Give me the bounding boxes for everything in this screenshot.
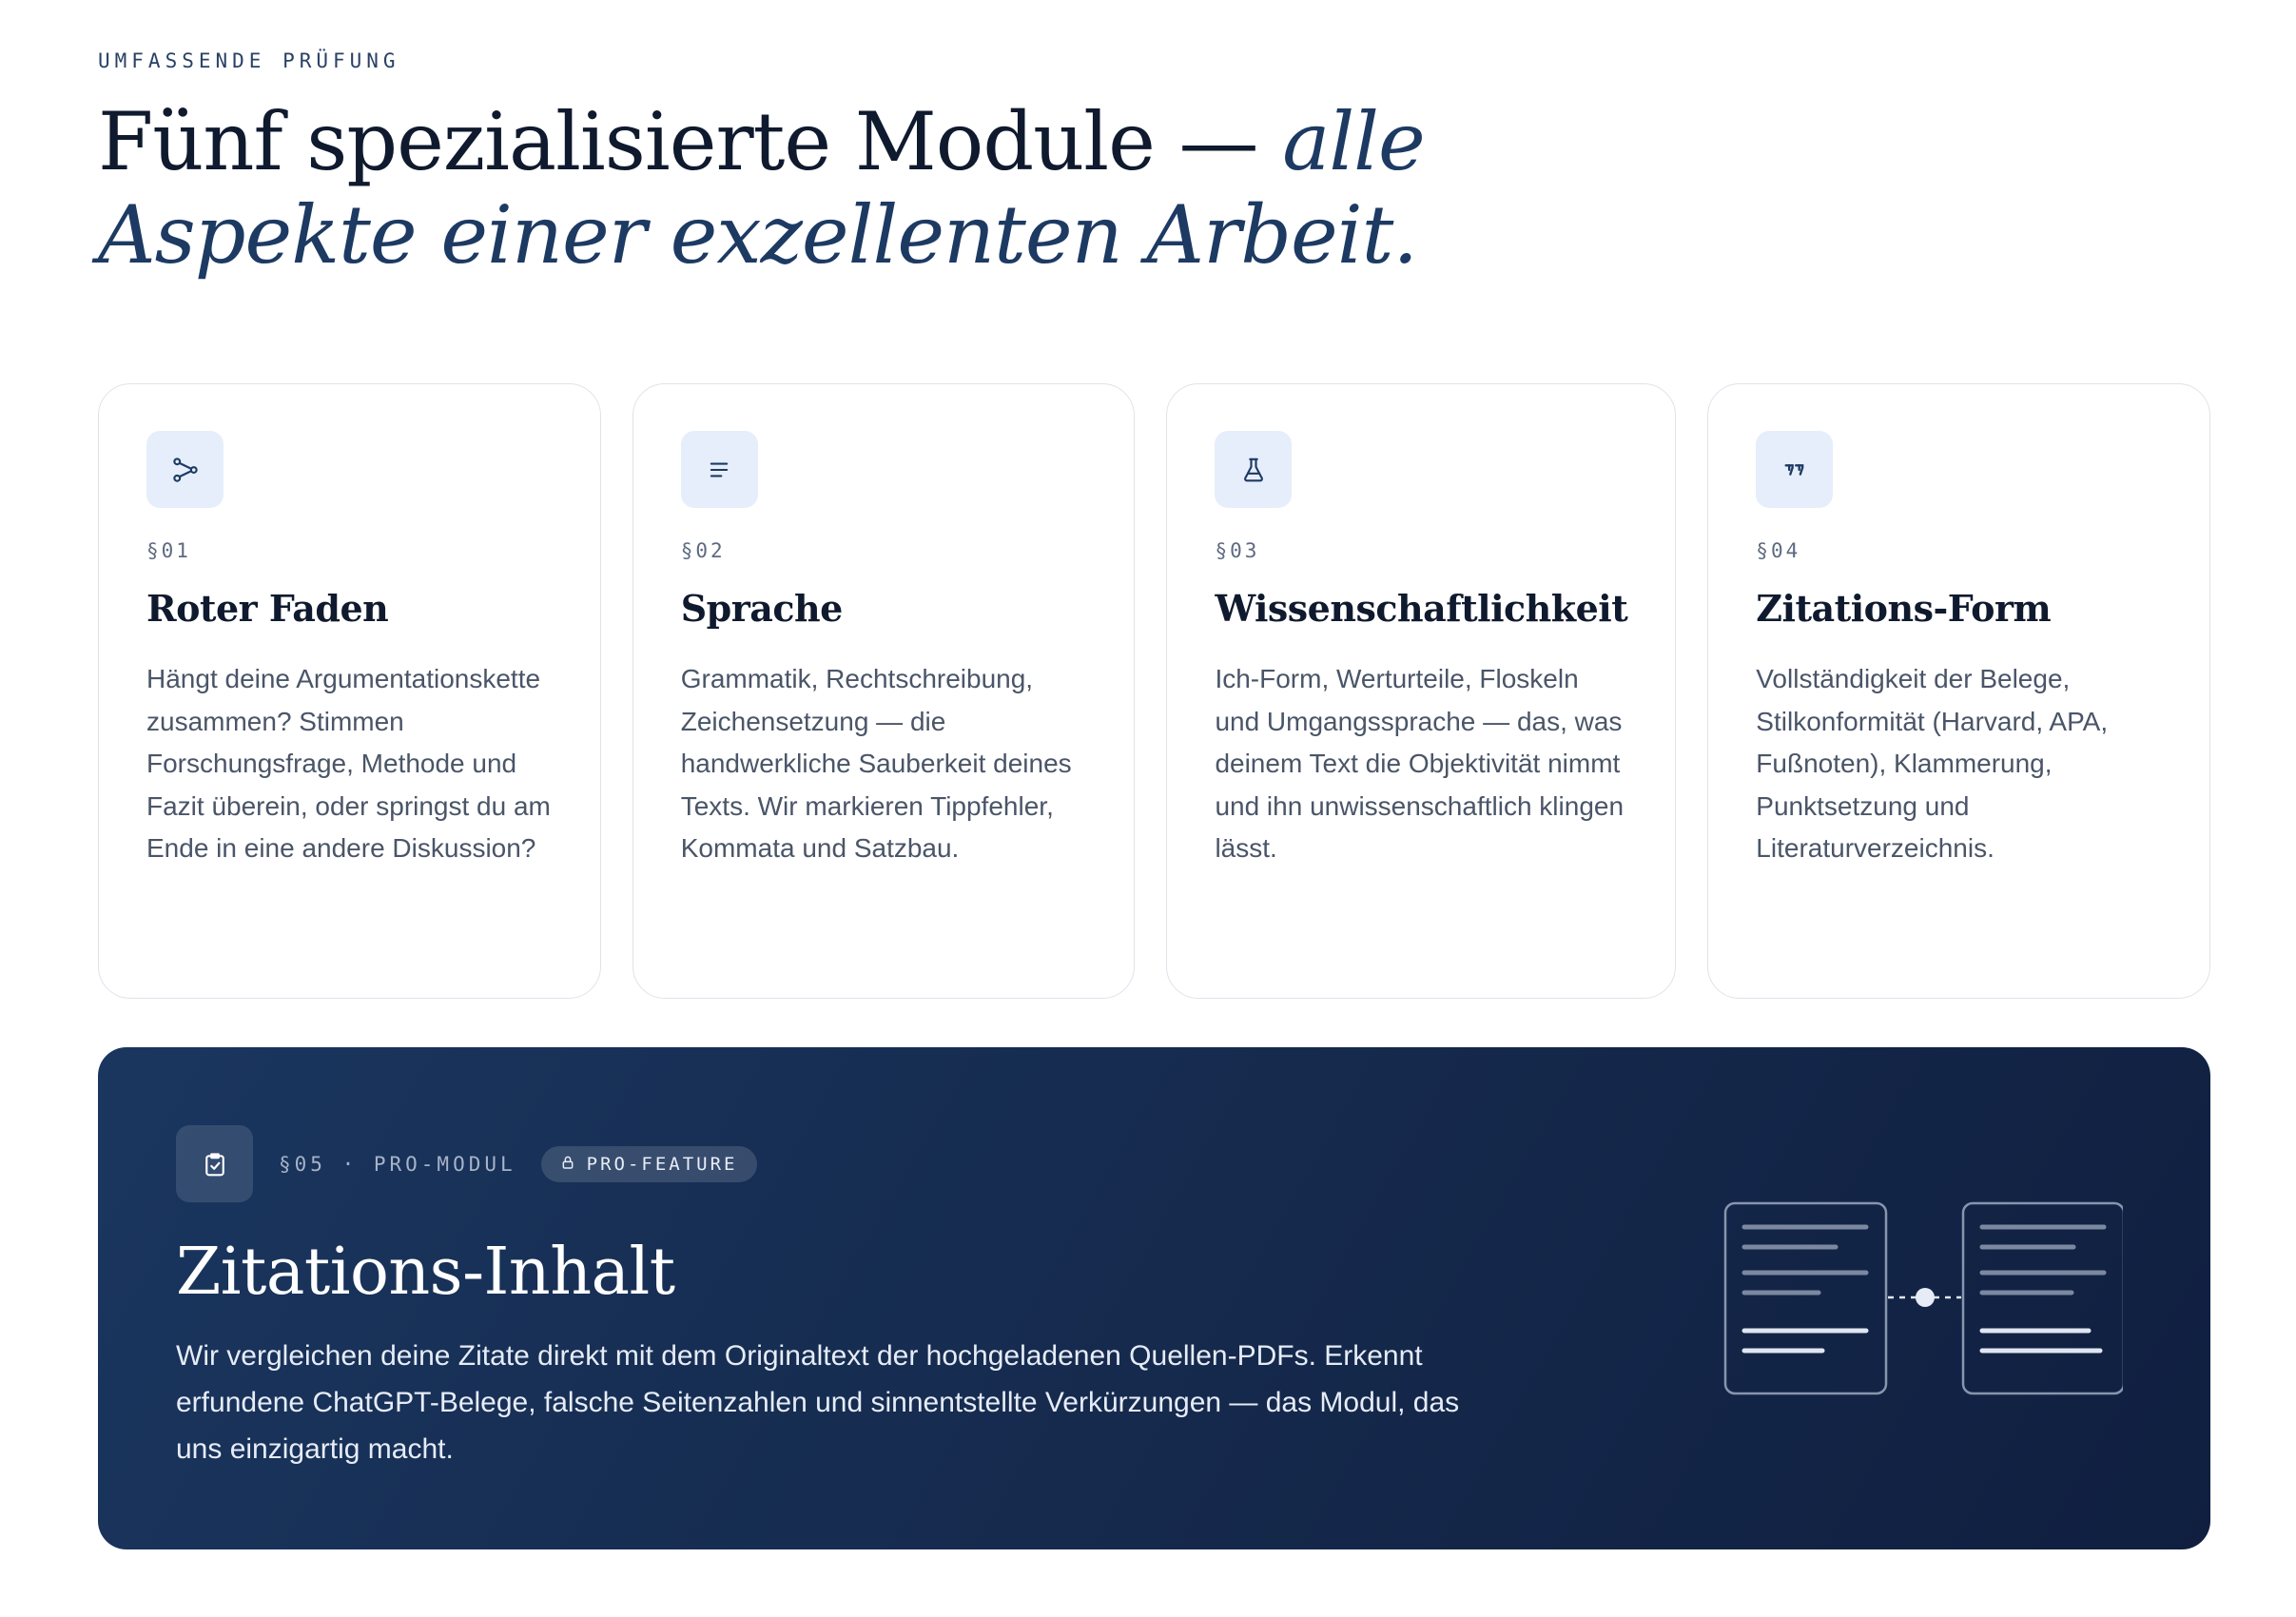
module-title: Wissenschaftlichkeit (1215, 587, 1628, 630)
lock-icon (560, 1154, 575, 1175)
module-number: §02 (680, 539, 726, 562)
document-compare-icon (1723, 1201, 2123, 1401)
module-card-roter-faden (98, 383, 601, 999)
module-title: Sprache (680, 587, 843, 630)
pro-module-title: Zitations-Inhalt (176, 1235, 675, 1310)
module-card-zitations-form (1707, 383, 2210, 999)
module-description: Hängt deine Argumentationskette zusammen? Stimmen Forschungsfrage, Methode und Fazit überein, oder springst du am Ende in eine andere Diskussion? (146, 664, 551, 863)
eyebrow-label: UMFASSENDE PRÜFUNG (98, 49, 400, 72)
title-accent-2: Aspekte einer exzellenten Arbeit. (98, 188, 1418, 282)
clipboard-check-icon (176, 1125, 253, 1202)
flask-icon (1215, 431, 1292, 508)
module-description: Ich-Form, Werturteile, Floskeln und Umgangssprache — das, was deinem Text die Objektivität nimmt und ihn unwissenschaftlich klingen lässt. (1215, 664, 1625, 863)
module-description: Vollständigkeit der Belege, Stilkonformität (Harvard, APA, Fußnoten), Klammerung, Punktsetzung und Literaturverzeichnis. (1756, 664, 2109, 863)
module-title: Zitations-Form (1756, 587, 2052, 630)
pro-feature-badge-label: PRO-FEATURE (586, 1153, 738, 1175)
text-lines-icon (681, 431, 758, 508)
module-description: Grammatik, Rechtschreibung, Zeichensetzung — die handwerkliche Sauberkeit deines Texts. Wir markieren Tippfehler, Kommata und Satzbau. (680, 664, 1072, 863)
quote-icon (1756, 431, 1833, 508)
title-plain: Fünf spezialisierte Module — (98, 95, 1283, 188)
branch-icon (146, 431, 224, 508)
module-cards (98, 383, 2210, 999)
module-card-sprache (632, 383, 1136, 999)
pro-module-header (176, 1125, 2132, 1202)
module-number: §01 (146, 539, 191, 562)
module-number: §03 (1215, 539, 1260, 562)
pro-module-card (98, 1047, 2210, 1549)
pro-module-description: Wir vergleichen deine Zitate direkt mit dem Originaltext der hochgeladenen Quellen-PDFs. Erkennt erfundene ChatGPT-Belege, falsche Seitenzahlen und sinnentstellte Verkürzungen — das Modul, das uns einzigartig macht. (176, 1340, 1460, 1465)
module-title: Roter Faden (146, 587, 389, 630)
pro-module-meta: §05 · PRO-MODUL (279, 1152, 516, 1176)
module-number: §04 (1756, 539, 1801, 562)
module-card-wissenschaftlichkeit (1166, 383, 1676, 999)
page-title (98, 95, 1525, 282)
pro-feature-badge (541, 1146, 757, 1182)
title-accent-1: alle (1282, 95, 1425, 188)
